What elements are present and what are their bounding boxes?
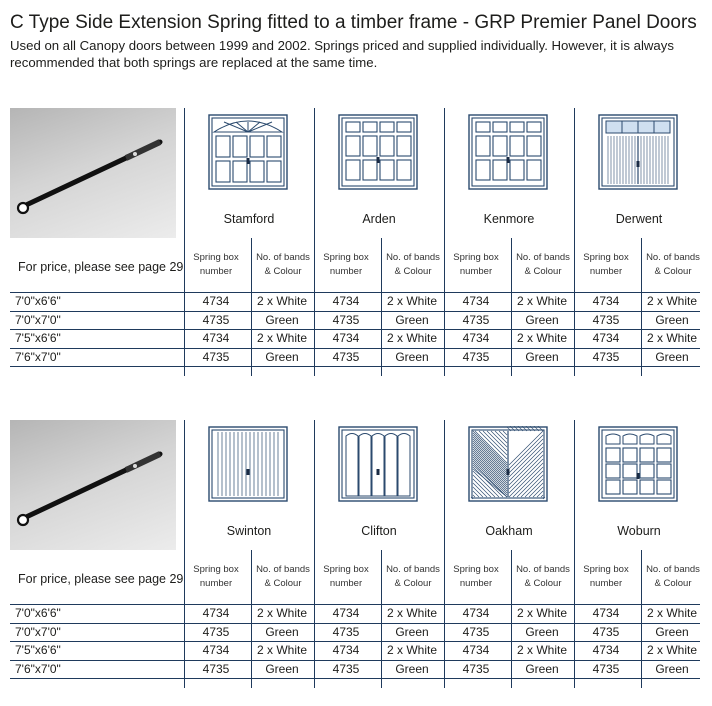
oakham-door-icon xyxy=(468,426,548,502)
bands-colour: 2 x White xyxy=(256,606,307,620)
bands-colour: 2 x White xyxy=(386,294,437,308)
spring-box-number: 4735 xyxy=(592,313,620,327)
bands-colour: Green xyxy=(395,313,429,327)
door-name: Arden xyxy=(362,212,396,226)
swinton-door-icon xyxy=(208,426,288,502)
spring-table-2 xyxy=(10,420,700,690)
spring-box-number: 4735 xyxy=(202,313,230,327)
spring-box-number: 4734 xyxy=(592,294,620,308)
size-label: 7'5"x6'6" xyxy=(15,643,61,657)
spring-box-number: 4734 xyxy=(462,643,490,657)
bands-colour: 2 x White xyxy=(516,606,567,620)
spring-box-number: 4735 xyxy=(592,662,620,676)
row-divider xyxy=(10,366,700,367)
spring-box-number: 4735 xyxy=(462,313,490,327)
bands-colour: 2 x White xyxy=(256,331,307,345)
spring-box-header: Spring box number xyxy=(193,252,239,277)
spring-box-number: 4735 xyxy=(332,625,360,639)
spring-box-header: Spring box number xyxy=(193,564,239,589)
bands-colour: Green xyxy=(395,662,429,676)
bands-colour: Green xyxy=(265,350,299,364)
spring-table-1 xyxy=(10,108,700,378)
bands-colour: 2 x White xyxy=(516,643,567,657)
door-name: Derwent xyxy=(615,212,663,226)
spring-box-number: 4735 xyxy=(332,662,360,676)
bands-colour: 2 x White xyxy=(386,331,437,345)
spring-box-number: 4734 xyxy=(592,606,620,620)
size-label: 7'0"x7'0" xyxy=(15,313,61,327)
intro-text: Used on all Canopy doors between 1999 and 2002. Springs priced and supplied individually. However, it is always recommended that both springs are replaced at the same time. xyxy=(10,38,674,70)
door-name: Clifton xyxy=(361,524,397,538)
bands-colour: 2 x White xyxy=(256,294,307,308)
bands-header: No. of bands & Colour xyxy=(386,564,440,589)
bands-header: No. of bands & Colour xyxy=(516,252,570,277)
door-name: Oakham xyxy=(485,524,533,538)
bands-colour: 2 x White xyxy=(646,606,697,620)
bands-colour: Green xyxy=(395,350,429,364)
spring-box-number: 4735 xyxy=(202,662,230,676)
spring-box-number: 4734 xyxy=(332,643,360,657)
bands-header: No. of bands & Colour xyxy=(256,252,310,277)
spring-box-number: 4735 xyxy=(332,313,360,327)
spring-box-number: 4734 xyxy=(462,294,490,308)
spring-box-number: 4735 xyxy=(462,625,490,639)
bands-colour: 2 x White xyxy=(516,331,567,345)
extension-spring-icon xyxy=(10,108,176,238)
spring-box-header: Spring box number xyxy=(583,252,629,277)
spring-box-number: 4735 xyxy=(332,350,360,364)
bands-colour: Green xyxy=(525,313,559,327)
bands-header: No. of bands & Colour xyxy=(516,564,570,589)
size-label: 7'0"x6'6" xyxy=(15,606,61,620)
spring-box-number: 4734 xyxy=(202,294,230,308)
extension-spring-icon xyxy=(10,420,176,550)
door-name: Woburn xyxy=(617,524,661,538)
spring-photo xyxy=(10,108,176,238)
page-title: C Type Side Extension Spring fitted to a timber frame - GRP Premier Panel Doors xyxy=(10,12,697,33)
bands-header: No. of bands & Colour xyxy=(256,564,310,589)
spring-box-number: 4734 xyxy=(462,606,490,620)
bands-colour: 2 x White xyxy=(516,294,567,308)
spring-box-header: Spring box number xyxy=(323,564,369,589)
spring-box-number: 4734 xyxy=(202,643,230,657)
derwent-door-icon xyxy=(598,114,678,190)
spring-box-number: 4734 xyxy=(462,331,490,345)
spring-box-number: 4735 xyxy=(592,350,620,364)
spring-box-number: 4735 xyxy=(592,625,620,639)
spring-box-number: 4735 xyxy=(202,350,230,364)
size-label: 7'0"x6'6" xyxy=(15,294,61,308)
kenmore-door-icon xyxy=(468,114,548,190)
door-name: Stamford xyxy=(223,212,275,226)
spring-photo xyxy=(10,420,176,550)
spring-box-number: 4734 xyxy=(332,294,360,308)
bands-colour: Green xyxy=(525,625,559,639)
spring-box-number: 4735 xyxy=(202,625,230,639)
spring-box-number: 4734 xyxy=(332,606,360,620)
bands-colour: Green xyxy=(265,625,299,639)
size-label: 7'6"x7'0" xyxy=(15,662,61,676)
bands-colour: Green xyxy=(655,625,689,639)
bands-header: No. of bands & Colour xyxy=(646,252,700,277)
spring-box-number: 4734 xyxy=(332,331,360,345)
bands-colour: Green xyxy=(655,350,689,364)
row-divider xyxy=(10,678,700,679)
bands-colour: Green xyxy=(265,313,299,327)
bands-colour: Green xyxy=(395,625,429,639)
bands-header: No. of bands & Colour xyxy=(386,252,440,277)
clifton-door-icon xyxy=(338,426,418,502)
size-label: 7'0"x7'0" xyxy=(15,625,61,639)
stamford-door-icon xyxy=(208,114,288,190)
spring-box-number: 4734 xyxy=(592,331,620,345)
bands-colour: 2 x White xyxy=(386,643,437,657)
spring-box-number: 4735 xyxy=(462,662,490,676)
spring-box-header: Spring box number xyxy=(323,252,369,277)
bands-colour: Green xyxy=(655,662,689,676)
bands-header: No. of bands & Colour xyxy=(646,564,700,589)
arden-door-icon xyxy=(338,114,418,190)
spring-box-number: 4734 xyxy=(592,643,620,657)
bands-colour: Green xyxy=(265,662,299,676)
bands-colour: 2 x White xyxy=(646,294,697,308)
woburn-door-icon xyxy=(598,426,678,502)
price-note: For price, please see page 29 xyxy=(18,572,184,586)
bands-colour: Green xyxy=(525,350,559,364)
size-label: 7'6"x7'0" xyxy=(15,350,61,364)
spring-box-number: 4734 xyxy=(202,606,230,620)
price-note: For price, please see page 29 xyxy=(18,260,184,274)
bands-colour: 2 x White xyxy=(646,331,697,345)
spring-box-number: 4734 xyxy=(202,331,230,345)
spring-box-header: Spring box number xyxy=(453,564,499,589)
size-label: 7'5"x6'6" xyxy=(15,331,61,345)
bands-colour: Green xyxy=(525,662,559,676)
spring-box-number: 4735 xyxy=(462,350,490,364)
door-name: Swinton xyxy=(226,524,272,538)
spring-box-header: Spring box number xyxy=(583,564,629,589)
bands-colour: Green xyxy=(655,313,689,327)
spring-box-header: Spring box number xyxy=(453,252,499,277)
bands-colour: 2 x White xyxy=(256,643,307,657)
bands-colour: 2 x White xyxy=(646,643,697,657)
bands-colour: 2 x White xyxy=(386,606,437,620)
door-name: Kenmore xyxy=(483,212,535,226)
